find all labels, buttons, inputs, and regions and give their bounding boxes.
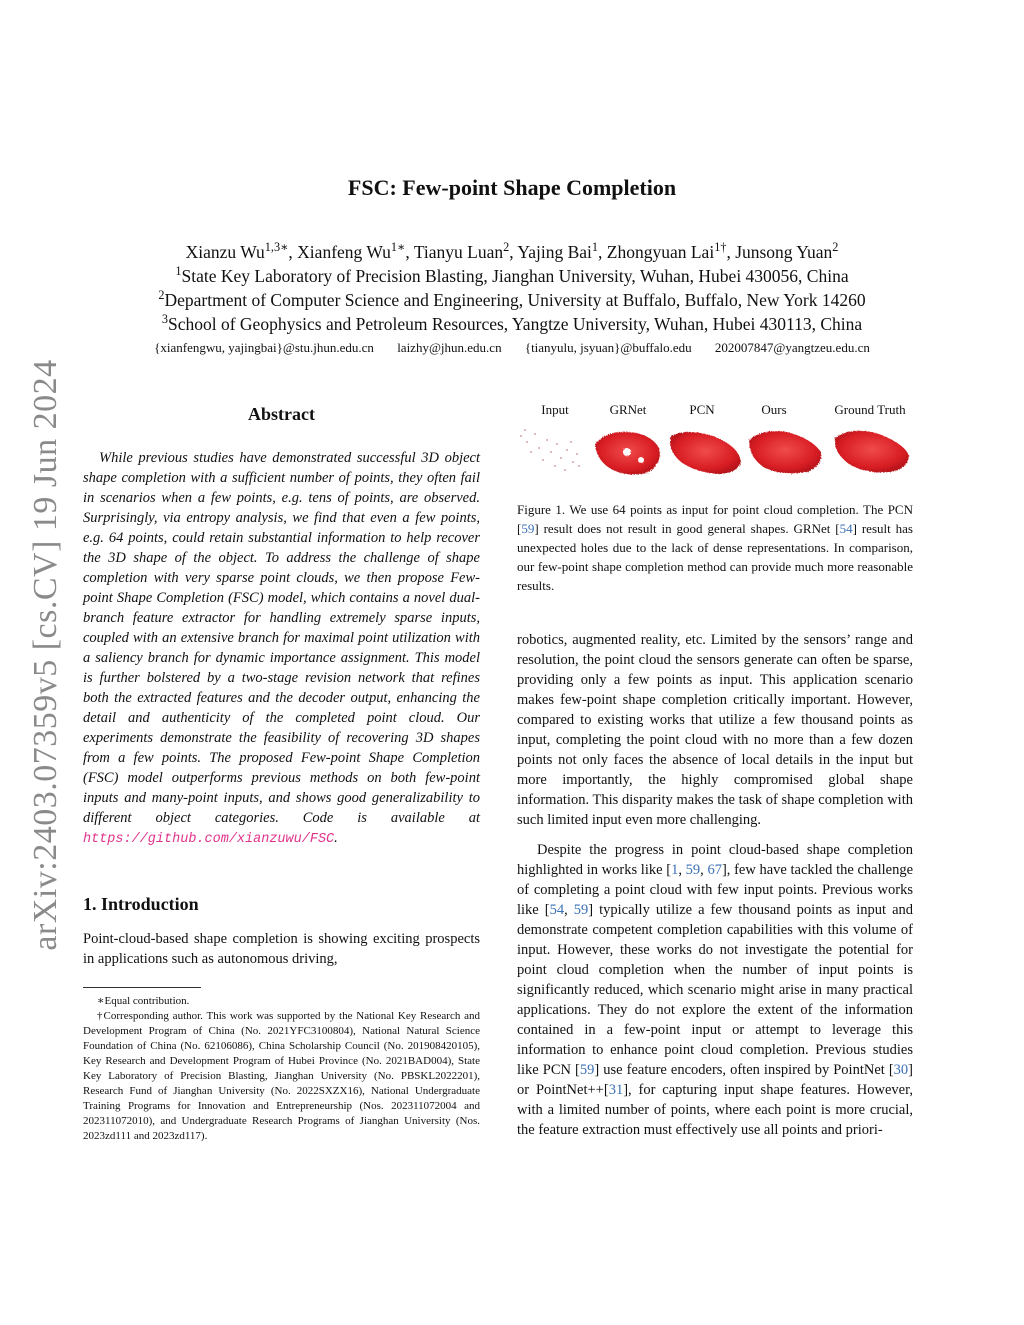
footnote-corresponding: †Corresponding author. This work was supported by the National Key Research and Development Program of China (No. 2021YFC3100804), National Natural Science Foundation of China (No. 62106086), China Scholarship Council (No. 201908420105), Key Research and Development Program of Hubei Province (No. 2021BAD004), State Key Laboratory of Precision Blasting, Jianghan University (No. PBSKL2022201), Research Fund of Jianghan University (No. 2022SXZX16), National Undergraduate Training Programs for Innovation and Entrepreneurship (Nos. 202311072004 and 202311072010), and Undergraduate Research Programs of Jianghan University (Nos. 2023zd111 and 2023zd117).: [83, 1010, 480, 1142]
label-ground-truth: Ground Truth: [834, 402, 906, 417]
author: Xianfeng $Wu^{1∗}$,: [297, 240, 414, 262]
author: Zhongyuan Lai$^{1\dagger}$,: [606, 240, 736, 262]
abstract-text: While previous studies have demonstrated successful 3D object shape completion with a sufficient number of points, they often fail in scenarios when a few points, e.g. tens of points, are observed. Surprisingly, via entropy analysis, we find that even a few points, e.g. 64 points, could retain substantial information to help recover the 3D shape of the object. To address the challenge of shape completion with very sparse point clouds, we then propose Few-point Shape Completion (FSC) model, which contains a novel dual-branch feature extractor for handling extremely sparse inputs, coupled with an extensive branch for maximal point utilization with a saliency branch for dynamic importance assignment. This model is further bolstered by a two-stage revision network that refines both the extracted features and the decoder output, enhancing the detail and authenticity of the completed point cloud. Our experiments demonstrate the feasibility of recovering 3D shapes from a few points. The proposed Few-point Shape Completion (FSC) model outperforms previous methods on both few-point inputs and many-point inputs, and shows good generalizability to different object categories. Code is available at https://github.com/xianzuwu/FSC.: [83, 450, 480, 847]
footnote-equal: ∗Equal contribution.: [97, 995, 190, 1007]
body-paragraph: robotics, augmented reality, etc. Limited by the sensors’ range and resolution, the point cloud the sensors generate can often be sparse, providing only a few points as input. This application scenario makes few-point shape completion critically important. However, compared to existing works that utilize a few thousand points as input, completing the point cloud with no more than a few dozen points not only faces the absence of local details in the input but more importantly, the highly compromised global shape information. This disparity makes the task of shape completion with such limited input even more challenging.: [517, 632, 913, 828]
input-points: [520, 429, 580, 471]
intro-paragraph: Point-cloud-based shape completion is showing exciting prospects in applications such as autonomous driving,: [83, 931, 480, 967]
paper-title: FSC: Few-point Shape Completion: [347, 175, 677, 200]
figure-shapes: [517, 422, 913, 480]
point-cloud-figure: [517, 422, 913, 480]
left-column: [83, 400, 480, 1144]
label-grnet: GRNet: [609, 402, 647, 417]
body-paragraph: Despite the progress in point cloud-based shape completion highlighted in works like [1, 59, 67], few have tackled the challenge of completing a point cloud with few input points. Previous works like [54, 59] typically utilize a few thousand points as input and demonstrate competent completion capabilities with this volume of input. However, these works do not investigate the potential for point cloud completion when the number of input points is significantly reduced, which scenario might arise in many practical applications. They do not explore the extent of the information contained in a few-point input or attempt to leverage this information to enhance point cloud completion. Previous studies like PCN [59] use feature encoders, often inspired by PointNet [30] or PointNet++[31], for capturing input shape features. However, with a limited number of points, where each point is more crucial, the feature extraction must effectively use all points and priori-: [517, 842, 914, 1138]
citation-link[interactable]: 67: [707, 862, 722, 878]
affiliation: $^2$Department of Computer Science and Engineering, University at Buffalo, Buffalo, New York 14260: [158, 288, 866, 310]
citation-link[interactable]: 59: [521, 521, 535, 536]
citation-link[interactable]: 59: [685, 862, 701, 878]
ours-shape: [749, 431, 821, 473]
citation-link[interactable]: 30: [893, 1062, 909, 1078]
citation-link[interactable]: 1: [671, 862, 679, 878]
author: Yajing Bai$^1$,: [517, 240, 607, 262]
label-ours: Ours: [761, 402, 787, 417]
abstract-heading: Abstract: [248, 404, 315, 424]
grnet-shape: [595, 432, 660, 475]
code-link[interactable]: https://github.com/xianzuwu/FSC: [83, 832, 335, 847]
author-block: [0, 241, 1024, 336]
citation-link[interactable]: 59: [579, 1062, 595, 1078]
citation-link[interactable]: 31: [608, 1082, 624, 1098]
right-column-body: [517, 630, 913, 1150]
author: Tianyu Luan$^2$,: [413, 240, 518, 262]
intro-heading: 1. Introduction: [83, 894, 199, 914]
figure-labels: [517, 400, 913, 422]
citation-link[interactable]: 59: [573, 902, 589, 918]
footnote-rule: [83, 987, 201, 988]
citation-link[interactable]: 54: [549, 902, 565, 918]
affiliation: $^1$State Key Laboratory of Precision Blasting, Jianghan University, Wuhan, Hubei 430056, China: [175, 264, 849, 286]
affiliation: $^3$School of Geophysics and Petroleum Resources, Yangtze University, Wuhan, Hubei 430113, China: [161, 312, 863, 334]
author: Junsong Yuan$^2$: [735, 240, 839, 262]
figure-1: [517, 400, 913, 595]
ground-truth-shape: [835, 431, 909, 473]
email-list: [0, 340, 1024, 356]
author-list: [0, 241, 1024, 264]
email: {xianfengwu, yajingbai}@stu.jhun.edu.cn: [154, 340, 374, 355]
citation-link[interactable]: 54: [839, 521, 853, 536]
label-input: Input: [541, 402, 569, 417]
author: Xianzu $Wu^{1,3∗}$,: [185, 240, 298, 262]
email: {tianyulu, jsyuan}@buffalo.edu: [524, 340, 692, 355]
figure-caption: Figure 1. We use 64 points as input for point cloud completion. The PCN [59] result does not result in good general shapes. GRNet [54] result has unexpected holes due to the lack of dense representations. In comparison, our few-point shape completion method can provide much more reasonable results.: [517, 502, 913, 593]
label-pcn: PCN: [689, 402, 715, 417]
arxiv-stamp: arXiv:2403.07359v5 [cs.CV] 19 Jun 2024: [27, 359, 64, 951]
pcn-shape: [670, 432, 741, 474]
email: laizhy@jhun.edu.cn: [397, 340, 502, 355]
email: 202007847@yangtzeu.edu.cn: [714, 340, 870, 355]
